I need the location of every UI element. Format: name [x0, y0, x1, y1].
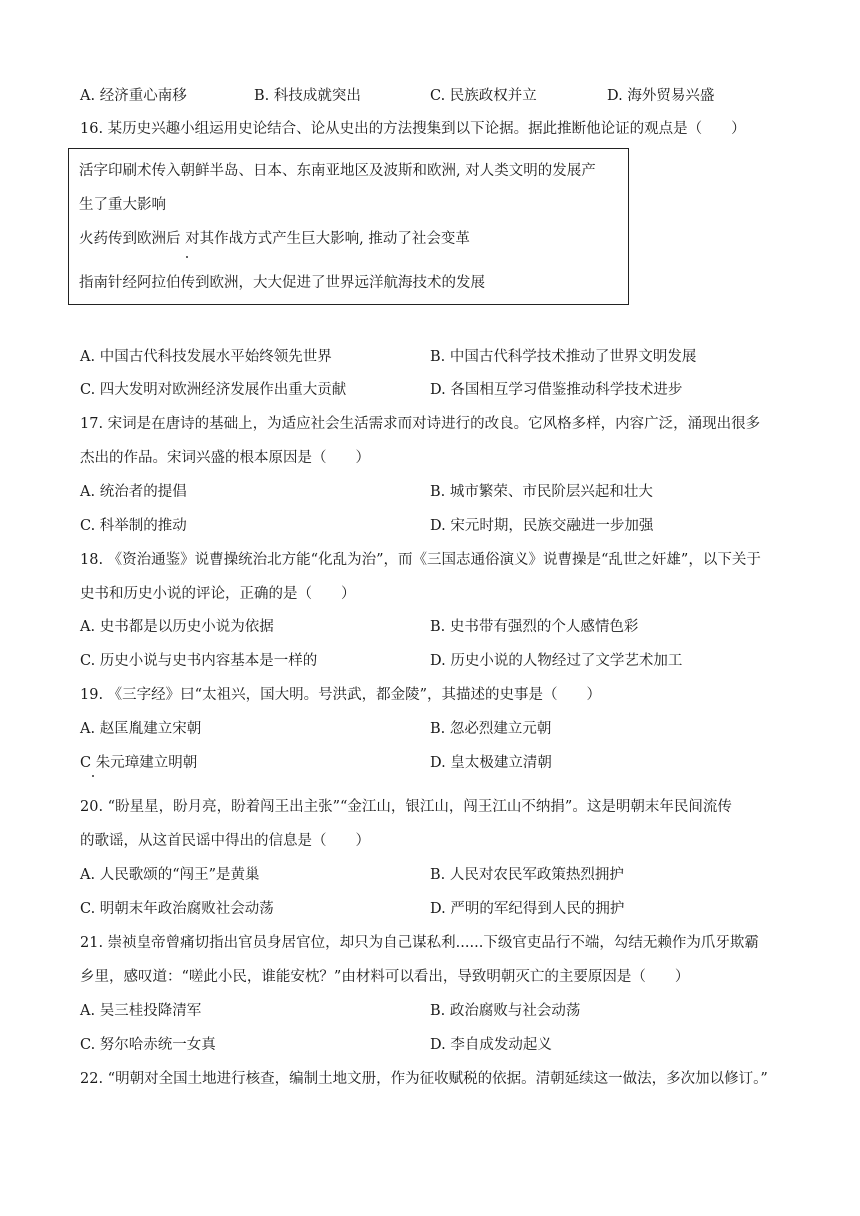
evidence-line-2: 生了重大影响	[79, 197, 166, 213]
q19-option-a[interactable]: A. 赵匡胤建立宋朝	[80, 721, 202, 737]
q21-option-a[interactable]: A. 吴三桂投降清军	[80, 1003, 202, 1019]
q17-option-a[interactable]: A. 统治者的提倡	[80, 484, 187, 500]
q16-option-c[interactable]: C. 四大发明对欧洲经济发展作出重大贡献	[80, 382, 347, 398]
q15-option-a[interactable]: A. 经济重心南移	[80, 88, 187, 104]
q15-option-b[interactable]: B. 科技成就突出	[254, 88, 361, 104]
q17-stem-line-1: 17. 宋词是在唐诗的基础上，为适应社会生活需求而对诗进行的改良。它风格多样，内容广泛，涌现出很多	[80, 416, 761, 432]
q18-option-d[interactable]: D. 历史小说的人物经过了文学艺术加工	[430, 653, 683, 669]
q21-option-d[interactable]: D. 李自成发动起义	[430, 1037, 552, 1053]
q21-option-b[interactable]: B. 政治腐败与社会动荡	[430, 1003, 581, 1019]
evidence-line-4: 指南针经阿拉伯传到欧洲，大大促进了世界远洋航海技术的发展	[79, 275, 485, 291]
q15-option-d[interactable]: D. 海外贸易兴盛	[607, 88, 715, 104]
q20-option-b[interactable]: B. 人民对农民军政策热烈拥护	[430, 867, 624, 883]
q19-stem: 19. 《三字经》曰“太祖兴，国大明。号洪武，都金陵”，其描述的史事是（ ）	[80, 687, 601, 703]
q16-stem: 16. 某历史兴趣小组运用史论结合、论从史出的方法搜集到以下论据。据此推断他论证的观点是（ ）	[80, 121, 746, 137]
stray-mark	[186, 256, 188, 258]
q19-option-b[interactable]: B. 忽必烈建立元朝	[430, 721, 552, 737]
q20-option-d[interactable]: D. 严明的军纪得到人民的拥护	[430, 901, 625, 917]
q20-stem-line-2: 的歌谣，从这首民谣中得出的信息是（ ）	[80, 833, 370, 849]
q21-option-c[interactable]: C. 努尔哈赤统一女真	[80, 1037, 216, 1053]
evidence-line-1: 活字印刷术传入朝鲜半岛、日本、东南亚地区及波斯和欧洲, 对人类文明的发展产	[79, 163, 596, 179]
q17-stem-line-2: 杰出的作品。宋词兴盛的根本原因是（ ）	[80, 450, 370, 466]
q20-option-a[interactable]: A. 人民歌颂的“闯王”是黄巢	[80, 867, 260, 883]
q16-evidence-box	[68, 148, 629, 305]
q17-option-d[interactable]: D. 宋元时期，民族交融进一步加强	[430, 518, 654, 534]
q21-stem-line-2: 乡里，感叹道：“嗟此小民，谁能安枕？”由材料可以看出，导致明朝灭亡的主要原因是（ ）	[80, 969, 690, 985]
q19-option-d[interactable]: D. 皇太极建立清朝	[430, 755, 552, 771]
q18-option-c[interactable]: C. 历史小说与史书内容基本是一样的	[80, 653, 318, 669]
q17-option-c[interactable]: C. 科举制的推动	[80, 518, 187, 534]
q18-stem-line-2: 史书和历史小说的评论，正确的是（ ）	[80, 586, 356, 602]
q16-option-a[interactable]: A. 中国古代科技发展水平始终领先世界	[80, 349, 332, 365]
q21-stem-line-1: 21. 崇祯皇帝曾痛切指出官员身居官位，却只为自己谋私利......下级官吏品行不端，勾结无赖作为爪牙欺霸	[80, 935, 759, 951]
q16-option-d[interactable]: D. 各国相互学习借鉴推动科学技术进步	[430, 382, 683, 398]
q20-option-c[interactable]: C. 明朝末年政治腐败社会动荡	[80, 901, 274, 917]
q18-option-a[interactable]: A. 史书都是以历史小说为依据	[80, 619, 274, 635]
q16-option-b[interactable]: B. 中国古代科学技术推动了世界文明发展	[430, 349, 697, 365]
q15-option-c[interactable]: C. 民族政权并立	[430, 88, 537, 104]
q19-option-c[interactable]: C 朱元璋建立明朝	[80, 755, 198, 771]
q18-stem-line-1: 18. 《资治通鉴》说曹操统治北方能“化乱为治”，而《三国志通俗演义》说曹操是“乱世之奸雄”，以下关于	[80, 552, 761, 568]
evidence-line-3: 火药传到欧洲后 对其作战方式产生巨大影响, 推动了社会变革	[79, 231, 470, 247]
q20-stem-line-1: 20. “盼星星，盼月亮，盼着闯王出主张”“金江山，银江山，闯王江山不纳捐”。这是明朝末年民间流传	[80, 799, 732, 815]
q22-stem: 22. “明朝对全国土地进行核查，编制土地文册，作为征收赋税的依据。清朝延续这一做法，多次加以修订。”	[80, 1071, 768, 1087]
stray-mark	[92, 775, 94, 777]
q17-option-b[interactable]: B. 城市繁荣、市民阶层兴起和壮大	[430, 484, 653, 500]
q18-option-b[interactable]: B. 史书带有强烈的个人感情色彩	[430, 619, 639, 635]
